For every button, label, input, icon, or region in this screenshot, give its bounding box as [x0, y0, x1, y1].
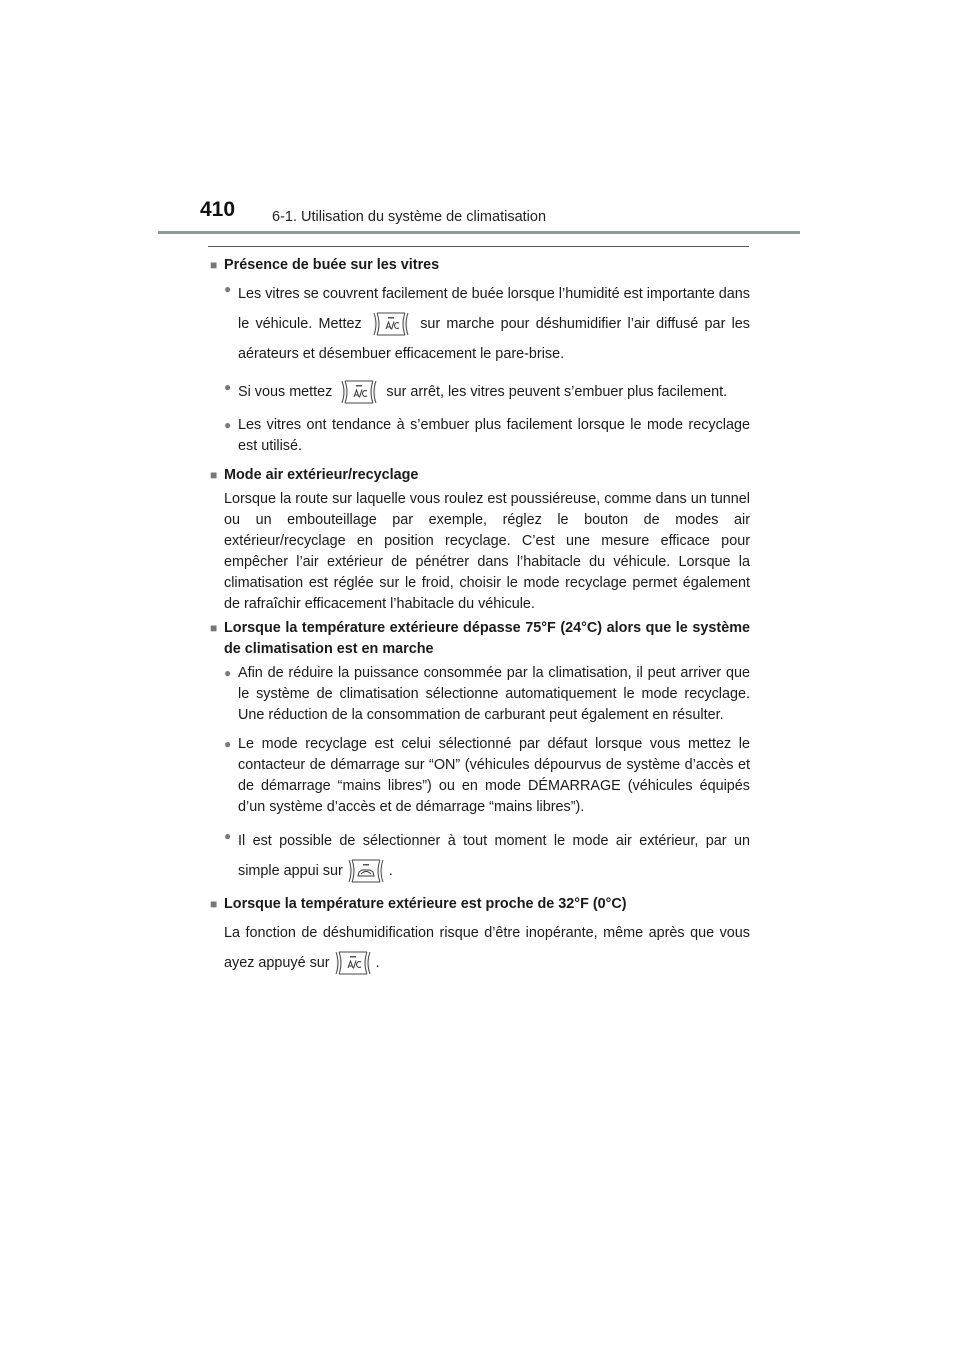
a-c-button-icon [339, 380, 379, 404]
section-paragraph: La fonction de déshumidification risque d’être inopérante, même après que vous ayez appuyé sur . [210, 918, 750, 978]
square-bullet-icon: ■ [210, 897, 218, 911]
bullet-item: ● Les vitres se couvrent facilement de buée lorsque l’humidité est importante dans le véhicule. Mettez sur marche pour déshumidifier l’air diffusé par les aérateurs et désembuer efficacement le pare-brise. [210, 279, 750, 369]
bullet-item: ● Si vous mettez sur arrêt, les vitres peuvent s’embuer plus facilement. [210, 377, 750, 407]
bullet-item: ● Le mode recyclage est celui sélectionné par défaut lorsque vous mettez le contacteur de démarrage sur “ON” (véhicules dépourvus de système d’accès et de démarrage “mains libres”) ou en mode DÉMARRAGE (véhicules équipés d’un système d’accès et de démarrage “mains libres”). [210, 734, 750, 818]
round-bullet-icon: ● [224, 282, 232, 296]
section-heading: ■ Présence de buée sur les vitres [210, 255, 750, 276]
section-rule [208, 246, 749, 247]
square-bullet-icon: ■ [210, 258, 218, 272]
round-bullet-icon: ● [224, 829, 232, 843]
square-bullet-icon: ■ [210, 621, 218, 635]
page-content [210, 255, 750, 981]
section-fogging [210, 255, 750, 457]
round-bullet-icon: ● [224, 380, 232, 394]
section-heading: ■ Mode air extérieur/recyclage [210, 465, 750, 486]
bullet-item: ● Les vitres ont tendance à s’embuer plus facilement lorsque le mode recyclage est utilisé. [210, 415, 750, 457]
section-heading: ■ Lorsque la température extérieure est proche de 32°F (0°C) [210, 894, 750, 915]
section-hot-temperature [210, 618, 750, 886]
section-recirculation [210, 465, 750, 615]
square-bullet-icon: ■ [210, 468, 218, 482]
page-number: 410 [200, 198, 236, 221]
bullet-item: ● Il est possible de sélectionner à tout moment le mode air extérieur, par un simple appui sur . [210, 826, 750, 886]
section-paragraph: Lorsque la route sur laquelle vous roulez est poussiéreuse, comme dans un tunnel ou un embouteillage par exemple, réglez le bouton de modes air extérieur/recyclage en position recyclage. C’est une mesure efficace pour empêcher l’air extérieur de pénétrer dans l’habitacle du véhicule. Lorsque la climatisation est réglée sur le froid, choisir le mode recyclage permet également de rafraîchir efficacement l’habitacle du véhicule. [224, 491, 750, 612]
chapter-title: 6-1. Utilisation du système de climatisation [272, 209, 547, 225]
section-heading: ■ Lorsque la température extérieure dépasse 75°F (24°C) alors que le système de climatisation est en marche [210, 618, 750, 660]
a-c-button-icon [333, 951, 373, 975]
round-bullet-icon: ● [224, 418, 232, 432]
a-c-button-icon [371, 312, 411, 336]
bullet-item: ● Afin de réduire la puissance consommée par la climatisation, il peut arriver que le système de climatisation sélectionne automatiquement le mode recyclage. Une réduction de la consommation de carburant peut également en résulter. [210, 663, 750, 726]
round-bullet-icon: ● [224, 737, 232, 751]
header-rule [158, 231, 800, 234]
round-bullet-icon: ● [224, 666, 232, 680]
recirculation-button-icon [346, 859, 386, 883]
section-cold-temperature [210, 894, 750, 978]
